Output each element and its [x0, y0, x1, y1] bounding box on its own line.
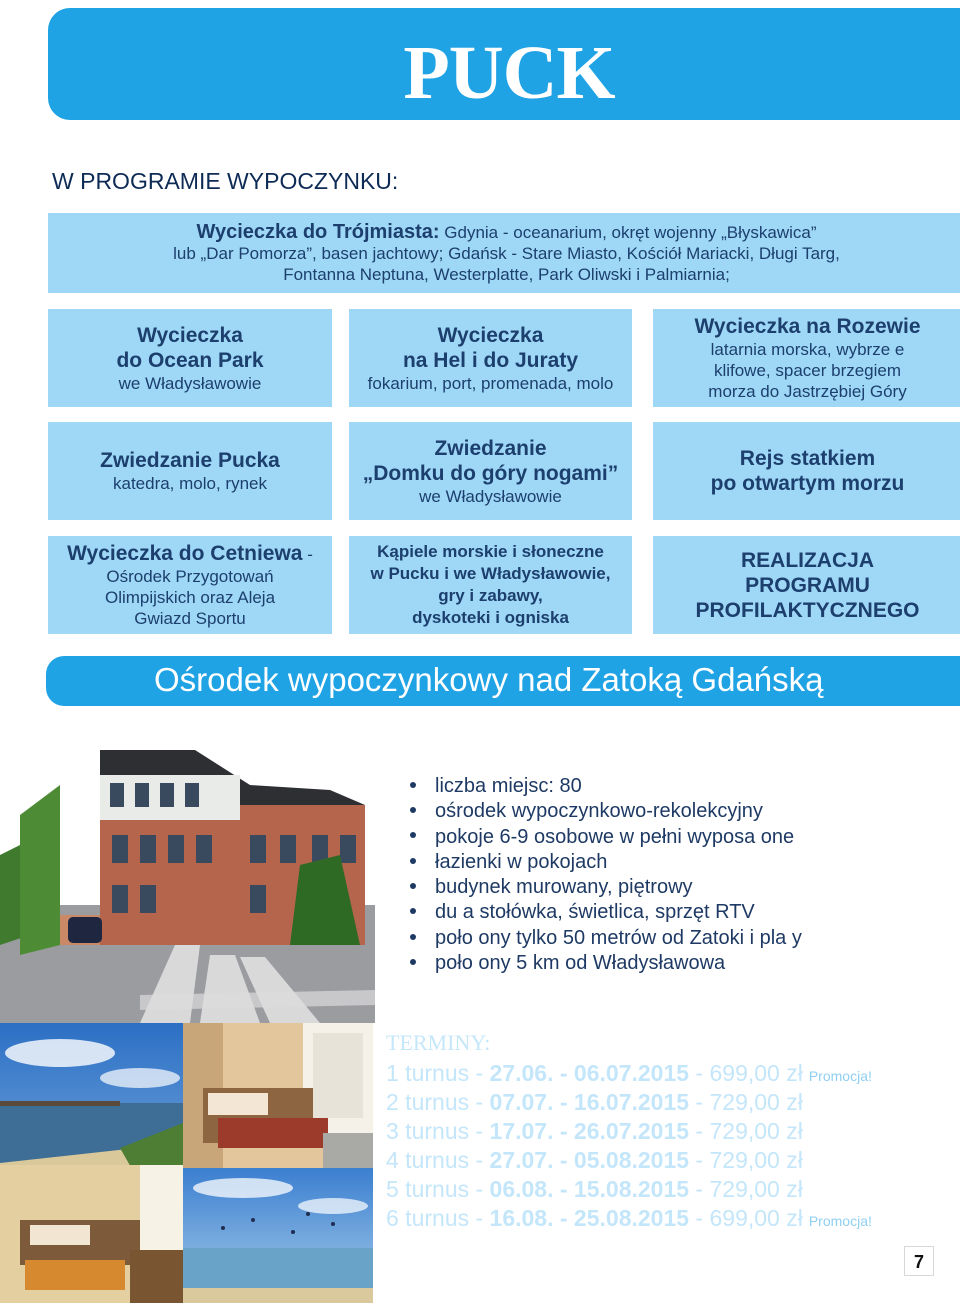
terms-title: TERMINY: — [386, 1030, 491, 1055]
ocean-park-box — [48, 309, 332, 407]
realizacja-box — [653, 536, 960, 634]
rozewie-line2: latarnia morska, wybrze e — [710, 340, 905, 359]
tricity-title: Wycieczka do Trójmiasta: — [196, 220, 440, 243]
bullet-icon — [410, 807, 416, 813]
puck-tour-box — [48, 422, 332, 520]
tricity-line2: lub „Dar Pomorza”, basen jachtowy; Gdańsk - Stare Miasto, Kościół Mariacki, Długi Targ, — [173, 243, 840, 263]
list-item: du a stołówka, świetlica, sprzęt RTV — [410, 900, 802, 925]
list-item: liczba miejsc: 80 — [410, 774, 802, 799]
bullet-icon — [410, 959, 416, 965]
room-photo-2 — [0, 1165, 183, 1303]
bullet-icon — [410, 908, 416, 914]
kapiele-line3: gry i zabawy, — [438, 586, 543, 605]
rejs-line1: Rejs statkiem — [739, 447, 876, 470]
page-number: 7 — [904, 1246, 934, 1276]
terms-section — [386, 1030, 872, 1233]
rozewie-box — [653, 309, 960, 407]
domek-line3: we Władysławowie — [419, 486, 562, 506]
tricity-line1: Gdynia - oceanarium, okręt wojenny „Błyskawica” — [444, 222, 817, 242]
hel-line2: na Hel i do Juraty — [402, 348, 579, 372]
puck-tour-line1: Zwiedzanie Pucka — [100, 449, 280, 472]
center-title: Ośrodek wypoczynkowy nad Zatoką Gdańską — [154, 661, 824, 698]
cetniewo-box — [48, 536, 332, 634]
list-item: poło ony tylko 50 metrów od Zatoki i pla y — [410, 926, 802, 951]
cetniewo-line2: Ośrodek Przygotowań — [106, 567, 274, 586]
tricity-line3: Fontanna Neptuna, Westerplatte, Park Oliwski i Palmiarnia; — [283, 264, 730, 284]
list-item: ośrodek wypoczynkowo-rekolekcyjny — [410, 799, 802, 824]
puck-tour-line2: katedra, molo, rynek — [112, 474, 267, 493]
list-item: budynek murowany, piętrowy — [410, 875, 802, 900]
rozewie-line1: Wycieczka na Rozewie — [694, 315, 921, 338]
cetniewo-line3: Olimpijskich oraz Aleja — [104, 588, 276, 607]
ocean-park-line3: we Władysławowie — [118, 373, 262, 393]
cetniewo-line4: Gwiazd Sportu — [134, 609, 246, 628]
term-row: 1 turnus - 27.06. - 06.07.2015 - 699,00 zł Promocja! — [386, 1060, 872, 1086]
cetniewo-dash: - — [302, 545, 313, 564]
domek-line2: „Domku do góry nogami” — [362, 461, 619, 485]
kapiele-line2: w Pucku i we Władysławowie, — [370, 564, 611, 583]
term-row: 6 turnus - 16.08. - 25.08.2015 - 699,00 zł Promocja! — [386, 1205, 872, 1231]
cetniewo-title: Wycieczka do Cetniewa — [67, 542, 303, 565]
realizacja-line1: REALIZACJA — [740, 548, 874, 572]
bullet-icon — [410, 883, 416, 889]
room-photo-1 — [183, 1023, 373, 1168]
realizacja-line3: PROFILAKTYCZNEGO — [695, 598, 920, 622]
domek-line1: Zwiedzanie — [434, 436, 547, 460]
bullet-icon — [410, 858, 416, 864]
term-row: 5 turnus - 06.08. - 15.08.2015 - 729,00 zł — [386, 1176, 803, 1202]
list-item: łazienki w pokojach — [410, 850, 802, 875]
bullet-icon — [410, 934, 416, 940]
domek-box — [349, 422, 632, 520]
term-row: 3 turnus - 17.07. - 26.07.2015 - 729,00 zł — [386, 1118, 803, 1144]
title-banner — [48, 8, 960, 120]
list-item: poło ony 5 km od Władysławowa — [410, 951, 802, 976]
hel-line3: fokarium, port, promenada, molo — [367, 373, 614, 393]
building-photo — [0, 745, 375, 1023]
term-row: 2 turnus - 07.07. - 16.07.2015 - 729,00 zł — [386, 1089, 803, 1115]
page-title: PUCK — [403, 31, 615, 115]
kapiele-line1: Kąpiele morskie i słoneczne — [377, 542, 604, 561]
rejs-box — [653, 422, 960, 520]
features-list — [410, 774, 802, 976]
promo-badge: Promocja! — [808, 1213, 872, 1229]
list-item: pokoje 6-9 osobowe w pełni wyposa one — [410, 825, 802, 850]
hel-box — [349, 309, 632, 407]
center-banner — [46, 656, 960, 706]
hel-line1: Wycieczka — [437, 323, 544, 347]
term-row: 4 turnus - 27.07. - 05.08.2015 - 729,00 zł — [386, 1147, 803, 1173]
sea-photo — [183, 1168, 373, 1303]
bullet-icon — [410, 832, 416, 838]
promo-badge: Promocja! — [808, 1068, 872, 1084]
rozewie-line4: morza do Jastrzębiej Góry — [708, 382, 907, 401]
ocean-park-line2: do Ocean Park — [116, 348, 264, 372]
ocean-park-line1: Wycieczka — [137, 323, 243, 347]
bullet-icon — [410, 782, 416, 788]
kapiele-line4: dyskoteki i ogniska — [412, 608, 569, 627]
realizacja-line2: PROGRAMU — [745, 573, 870, 597]
tricity-box — [48, 213, 960, 293]
rozewie-line3: klifowe, spacer brzegiem — [713, 361, 902, 380]
rejs-line2: po otwartym morzu — [710, 472, 905, 495]
section-heading: W PROGRAMIE WYPOCZYNKU: — [52, 168, 399, 194]
kapiele-box — [349, 536, 632, 634]
